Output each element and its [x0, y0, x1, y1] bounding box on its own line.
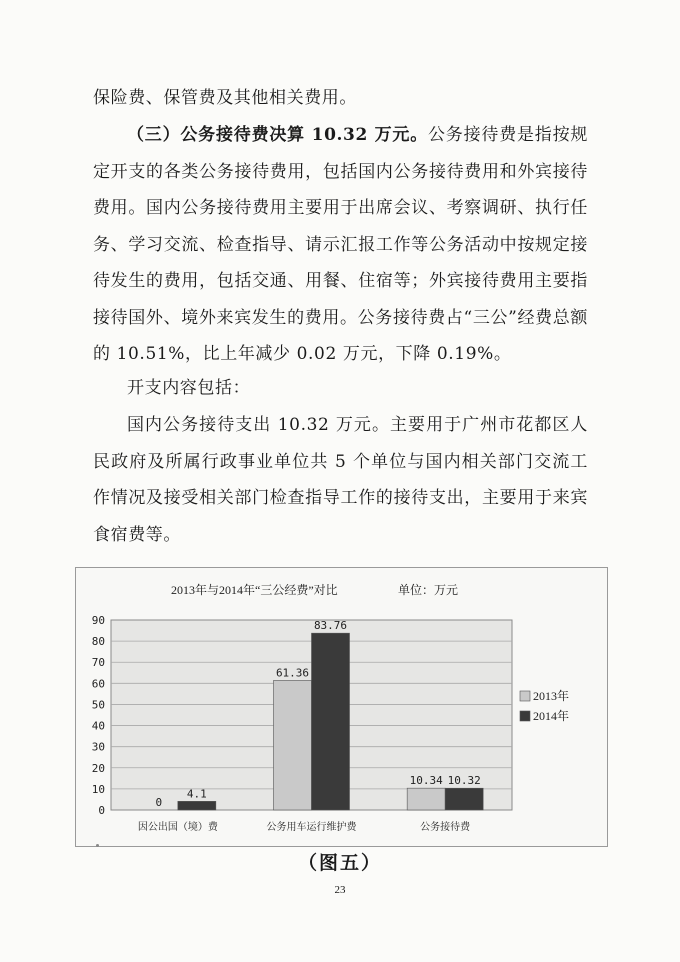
stray-mark [96, 844, 99, 847]
x-category-label: 公务接待费 [420, 822, 471, 833]
paragraph-reception-fees [93, 117, 588, 373]
comparison-bar-chart [76, 568, 607, 846]
y-tick-label: 90 [91, 614, 105, 627]
data-label: 0 [155, 796, 163, 809]
legend-label: 2014年 [533, 709, 570, 723]
x-category-label: 因公出国（境）费 [137, 822, 218, 833]
data-label: 10.32 [447, 774, 481, 788]
bar-2014 [445, 788, 483, 810]
paragraph-insurance-fees: 保险费、保管费及其他相关费用。 [93, 88, 357, 108]
y-tick-label: 60 [91, 677, 105, 691]
y-tick-label: 80 [91, 635, 105, 649]
legend-swatch [520, 711, 530, 721]
figure-caption: （图五） [297, 852, 382, 874]
data-label: 10.34 [409, 774, 443, 788]
paragraph-domestic-reception: 国内公务接待支出 10.32 万元。主要用于广州市花都区人民政府及所属行政事业单位共 5 个单位与国内相关部门交流工作情况及接受相关部门检查指导工作的接待支出，主要用于来宾食宿费等。 [93, 415, 588, 545]
page-number: 23 [334, 884, 346, 896]
legend-swatch [520, 691, 530, 701]
bar-2014 [312, 633, 350, 810]
section-heading-reception: （三）公务接待费决算 10.32 万元。 [127, 125, 429, 145]
y-tick-label: 40 [91, 719, 105, 733]
bar-2013 [274, 680, 312, 810]
data-label: 4.1 [186, 787, 207, 801]
y-tick-label: 10 [91, 782, 105, 796]
chart-unit-label: 单位：万元 [398, 583, 459, 597]
y-tick-label: 50 [91, 698, 105, 712]
reception-fees-body: 公务接待费是指按规定开支的各类公务接待费用，包括国内公务接待费用和外宾接待费用。国内公务接待费用主要用于出席会议、考察调研、执行任务、学习交流、检查指导、请示汇报工作等公务活动中按规定接待发生的费用，包括交通、用餐、住宿等；外宾接待费用主要指接待国外、境外来宾发生的费用。公务接待费占“三公”经费总额的 10.51%，比上年减少 0.02 万元，下降 0.19%。 [93, 125, 588, 364]
data-label: 83.76 [313, 619, 348, 633]
paragraph-expenditure-intro: 开支内容包括： [127, 378, 251, 398]
bar-2014 [178, 801, 216, 810]
legend-label: 2013年 [533, 689, 570, 703]
x-category-label: 公务用车运行维护费 [266, 822, 357, 833]
bar-2013 [407, 788, 445, 810]
y-tick-label: 20 [91, 761, 105, 775]
data-label: 61.36 [275, 666, 310, 680]
y-tick-label: 30 [91, 740, 105, 754]
chart-frame [75, 567, 608, 847]
y-tick-label: 0 [98, 804, 105, 817]
chart-title: 2013年与2014年“三公经费”对比 [171, 583, 338, 597]
y-tick-label: 70 [91, 656, 105, 670]
